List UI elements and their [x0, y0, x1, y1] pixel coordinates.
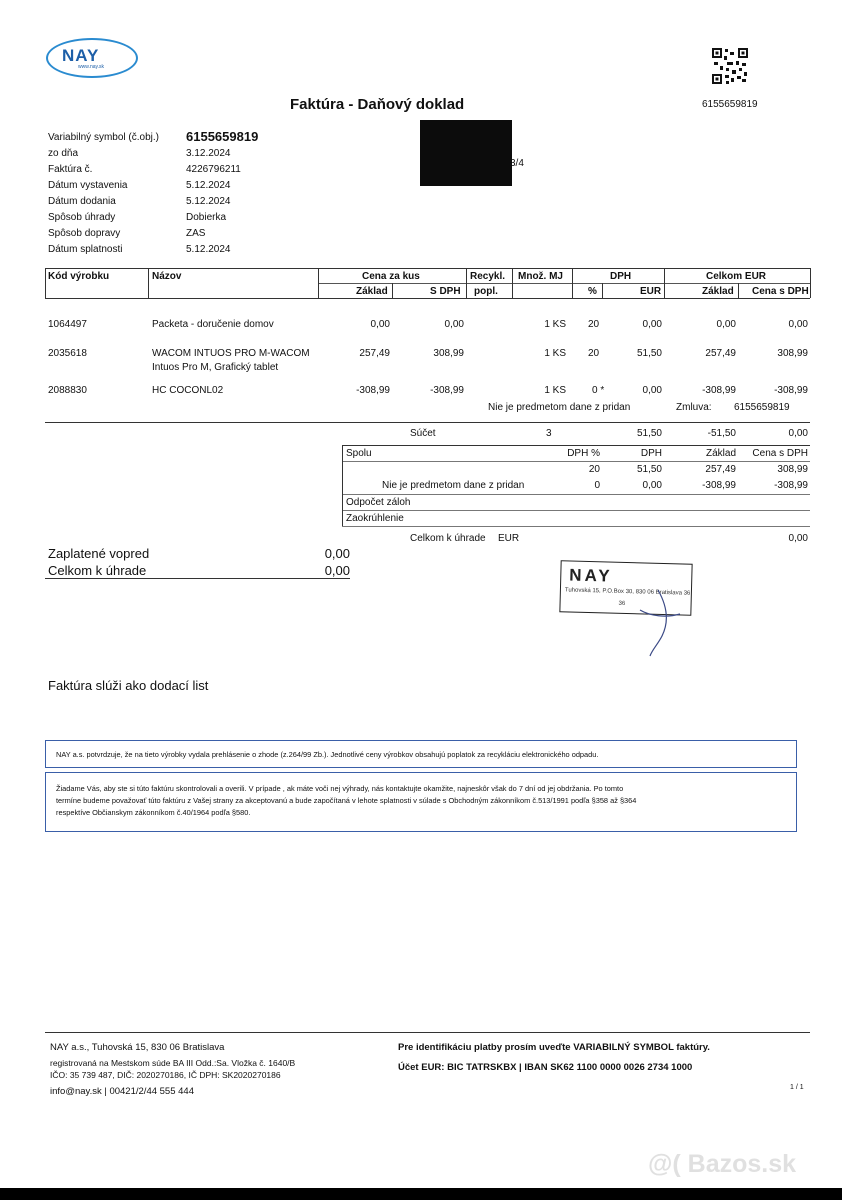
watermark: @( Bazos.sk: [648, 1150, 797, 1178]
row-name: WACOM INTUOS PRO M-WACOM: [152, 348, 310, 359]
col-pct: %: [588, 286, 597, 297]
col-vat: DPH: [610, 271, 632, 282]
spolu-label: Spolu: [346, 448, 372, 459]
row-pct: 20: [588, 319, 600, 330]
divider: [342, 461, 810, 462]
info-value: 5.12.2024: [186, 180, 231, 191]
divider: [45, 422, 810, 423]
divider: [466, 268, 467, 298]
divider: [45, 578, 350, 579]
row-total: 308,99: [777, 348, 808, 359]
divider: [342, 494, 810, 495]
paid-label: Zaplatené vopred: [48, 546, 150, 561]
col-total-with-vat: Cena s DPH: [752, 286, 809, 297]
info-value: 5.12.2024: [186, 196, 231, 207]
row-with-vat: -308,99: [430, 385, 464, 396]
spolu-head-vat: DPH: [640, 448, 662, 459]
divider: [738, 283, 739, 298]
col-base: Základ: [356, 286, 388, 297]
page-title: Faktúra - Daňový doklad: [290, 96, 465, 113]
sum-vat: 51,50: [636, 428, 662, 439]
row-code: 1064497: [48, 319, 87, 330]
divider: [342, 445, 343, 526]
divider: [810, 268, 811, 298]
divider: [342, 510, 810, 511]
sum-label: Súčet: [410, 428, 436, 439]
col-unit-price: Cena za kus: [362, 271, 420, 282]
spolu-pct: 0: [594, 480, 600, 491]
info-value: Dobierka: [186, 212, 227, 223]
info-value: 3.12.2024: [186, 148, 231, 159]
due-value: 0,00: [788, 533, 808, 544]
divider: [45, 268, 46, 298]
spolu-vat: 0,00: [642, 480, 662, 491]
info-label: Spôsob dopravy: [48, 228, 121, 239]
signature-icon: [600, 580, 690, 660]
spolu-vat: 51,50: [636, 464, 662, 475]
col-total-base: Základ: [702, 286, 734, 297]
paid-value: 0,00: [324, 546, 350, 561]
row-total-base: 257,49: [705, 348, 736, 359]
spolu-base: -308,99: [702, 480, 736, 491]
info-label: Spôsob úhrady: [48, 212, 116, 223]
divider: [602, 283, 603, 298]
redacted-address: [420, 120, 512, 186]
divider: [318, 268, 319, 298]
sum-base: -51,50: [707, 428, 736, 439]
col-recycling: Recykl.: [470, 271, 506, 282]
rounding-label: Zaokrúhlenie: [346, 513, 404, 524]
doc-number: 6155659819: [702, 99, 758, 110]
info-value: 4226796211: [186, 164, 241, 175]
row-total-base: -308,99: [702, 385, 736, 396]
col-name: Názov: [152, 271, 182, 282]
bank-account: Účet EUR: BIC TATRSKBX | IBAN SK62 1100 0000 0026 2734 1000: [398, 1062, 693, 1073]
footer-contact: info@nay.sk | 00421/2/44 555 444: [50, 1086, 194, 1097]
advance-label: Odpočet záloh: [346, 497, 411, 508]
row-qty: 1 KS: [544, 319, 566, 330]
divider: [45, 298, 810, 299]
due-total-value: 0,00: [324, 563, 350, 578]
page-number: 1 / 1: [790, 1084, 804, 1091]
stamp-address: Tuhovská 15, P.O.Box 30, 830 06 Bratislava 36: [564, 587, 691, 597]
row-name-2: Intuos Pro M, Grafický tablet: [152, 362, 279, 373]
stamp-logo: NAY: [569, 565, 613, 586]
col-fee: popl.: [474, 286, 498, 297]
row-base: -308,99: [356, 385, 390, 396]
variable-symbol: 6155659819: [186, 129, 259, 144]
spolu-head-total: Cena s DPH: [752, 448, 808, 459]
info-value: 5.12.2024: [186, 244, 231, 255]
sum-total: 0,00: [788, 428, 808, 439]
divider: [45, 1032, 810, 1033]
divider: [392, 283, 393, 298]
row-code: 2035618: [48, 348, 87, 359]
info-label: Dátum dodania: [48, 196, 116, 207]
col-code: Kód výrobku: [48, 271, 110, 282]
row-total: 0,00: [788, 319, 808, 330]
row-qty: 1 KS: [544, 385, 566, 396]
row-vat: 0,00: [642, 319, 662, 330]
stamp-number: 36: [618, 600, 626, 607]
payment-note: Pre identifikáciu platby prosím uveďte VARIABILNÝ SYMBOL faktúry.: [398, 1042, 710, 1053]
row-note: Nie je predmetom dane z pridan: [488, 402, 631, 413]
spolu-pct: 20: [588, 464, 600, 475]
logo-url: www.nay.sk: [78, 64, 105, 70]
row-total-base: 0,00: [716, 319, 736, 330]
footer-registry: registrovaná na Mestskom súde BA III Odd.:Sa. Vložka č. 1640/B: [50, 1058, 296, 1068]
row-pct: 0 *: [592, 385, 605, 396]
col-qty: Množ. MJ: [518, 271, 563, 282]
due-label: Celkom k úhrade: [410, 533, 486, 544]
row-code: 2088830: [48, 385, 87, 396]
row-vat: 0,00: [642, 385, 662, 396]
info-label: Variabilný symbol (č.obj.): [48, 132, 159, 143]
logo-text: NAY: [62, 46, 100, 65]
notice-text: NAY a.s. potvrdzuje, že na tieto výrobky vydala prehlásenie o zhode (z.264/99 Zb.). Jednotlivé ceny výrobkov obsahujú poplatok za recykláciu elektronického odpadu.: [56, 750, 599, 759]
row-vat: 51,50: [636, 348, 662, 359]
row-name: HC COCONL02: [152, 385, 224, 396]
spolu-base: 257,49: [705, 464, 736, 475]
recycling-notice: [45, 740, 797, 768]
divider: [148, 268, 149, 298]
footer-company: NAY a.s., Tuhovská 15, 830 06 Bratislava: [50, 1042, 225, 1053]
contract-value: 6155659819: [734, 402, 790, 413]
row-total: -308,99: [774, 385, 808, 396]
qr-code-icon: [712, 48, 748, 84]
divider: [342, 445, 810, 446]
info-label: Dátum splatnosti: [48, 244, 123, 255]
verification-notice: [45, 772, 797, 832]
row-pct: 20: [588, 348, 600, 359]
notice-line: Žiadame Vás, aby ste si túto faktúru skontrolovali a overili. V prípade , ak máte voči nej výhrady, nás kontaktujte okamžite, najneskôr však do 7 dní od jej obdržania. Po tomto: [56, 784, 624, 793]
info-label: zo dňa: [48, 148, 79, 159]
spolu-row-label: Nie je predmetom dane z pridan: [382, 480, 525, 491]
spolu-total: 308,99: [777, 464, 808, 475]
col-total: Celkom EUR: [706, 271, 767, 282]
info-label: Faktúra č.: [48, 164, 93, 175]
divider: [45, 268, 810, 269]
notice-line: respektíve Občianskym zákonníkom č.40/1964 podľa §580.: [56, 808, 251, 817]
row-base: 257,49: [359, 348, 390, 359]
divider: [572, 268, 573, 298]
row-base: 0,00: [370, 319, 390, 330]
divider: [342, 526, 810, 527]
row-with-vat: 308,99: [433, 348, 464, 359]
redacted-fragment: 3/4: [510, 158, 524, 169]
bottom-bar: [0, 1188, 842, 1200]
spolu-head-base: Základ: [705, 448, 736, 459]
due-total-label: Celkom k úhrade: [48, 563, 147, 578]
row-name: Packeta - doručenie domov: [152, 319, 274, 330]
spolu-head-pct: DPH %: [567, 448, 600, 459]
divider: [512, 268, 513, 298]
delivery-note: Faktúra slúži ako dodací list: [48, 678, 209, 693]
info-label: Dátum vystavenia: [48, 180, 128, 191]
row-with-vat: 0,00: [444, 319, 464, 330]
footer-ids: IČO: 35 739 487, DIČ: 2020270186, IČ DPH: SK2020270186: [50, 1070, 281, 1080]
col-eur: EUR: [640, 286, 662, 297]
spolu-total: -308,99: [774, 480, 808, 491]
sum-qty: 3: [546, 428, 552, 439]
divider: [664, 268, 665, 298]
info-value: ZAS: [186, 228, 206, 239]
col-with-vat: S DPH: [430, 286, 461, 297]
notice-line: termíne budeme považovať túto faktúru z Vašej strany za akceptovanú a bude započítaná v lehote splatnosti v súlade s Obchodným zákonníkom č.513/1991 podľa §358 až §364: [56, 796, 637, 805]
due-currency: EUR: [498, 533, 520, 544]
row-qty: 1 KS: [544, 348, 566, 359]
contract-label: Zmluva:: [676, 402, 712, 413]
nay-logo: [46, 38, 138, 78]
